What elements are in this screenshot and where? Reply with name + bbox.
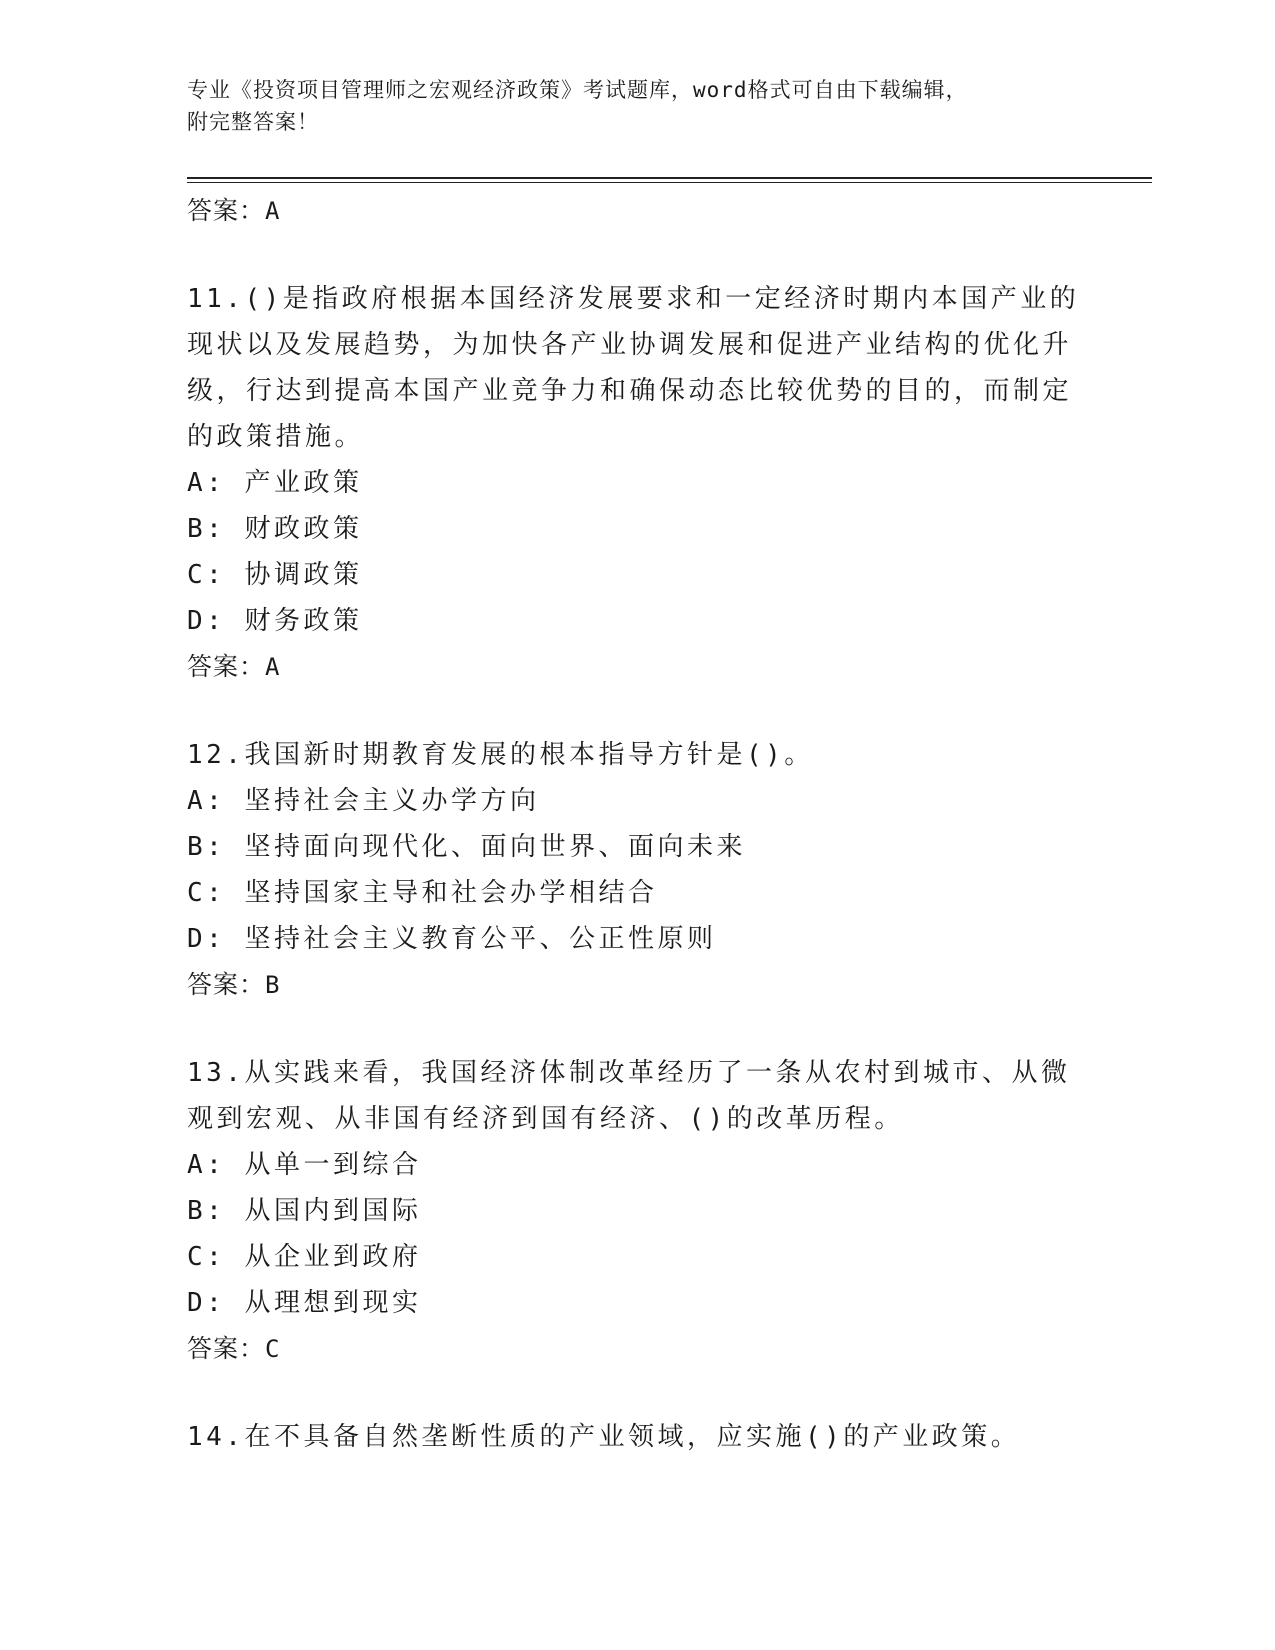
option-a: A: 产业政策 bbox=[187, 468, 363, 498]
document-header bbox=[187, 74, 1067, 138]
question-stem: 12.我国新时期教育发展的根本指导方针是()。 bbox=[187, 740, 814, 770]
option-b: B: 坚持面向现代化、面向世界、面向未来 bbox=[187, 832, 746, 862]
option-d: D: 财务政策 bbox=[187, 606, 363, 636]
answer-value: C bbox=[265, 1335, 281, 1363]
question-stem: 13.从实践来看，我国经济体制改革经历了一条从农村到城市、从微观到宏观、从非国有经济到国有经济、()的改革历程。 bbox=[187, 1058, 1071, 1134]
question-list bbox=[187, 188, 1087, 1460]
option-a: A: 从单一到综合 bbox=[187, 1150, 422, 1180]
answer-line bbox=[187, 962, 1087, 1008]
option-c: C: 坚持国家主导和社会办学相结合 bbox=[187, 878, 658, 908]
answer-value: A bbox=[265, 653, 281, 681]
question-stem: 14.在不具备自然垄断性质的产业领域，应实施()的产业政策。 bbox=[187, 1422, 1021, 1452]
answer-label: 答案： bbox=[187, 652, 266, 681]
answer-line bbox=[187, 188, 1087, 234]
option-d: D: 从理想到现实 bbox=[187, 1288, 422, 1318]
header-line-2: 附完整答案！ bbox=[187, 110, 319, 134]
option-c: C: 从企业到政府 bbox=[187, 1242, 422, 1272]
option-c: C: 协调政策 bbox=[187, 560, 363, 590]
question-13 bbox=[187, 1050, 1087, 1372]
header-divider-thin bbox=[187, 182, 1152, 183]
answer-line bbox=[187, 644, 1087, 690]
answer-label: 答案： bbox=[187, 196, 266, 225]
question-11 bbox=[187, 276, 1087, 690]
answer-value: B bbox=[265, 971, 281, 999]
answer-line bbox=[187, 1326, 1087, 1372]
option-a: A: 坚持社会主义办学方向 bbox=[187, 786, 540, 816]
answer-label: 答案： bbox=[187, 970, 266, 999]
option-d: D: 坚持社会主义教育公平、公正性原则 bbox=[187, 924, 717, 954]
question-12 bbox=[187, 732, 1087, 1008]
option-b: B: 从国内到国际 bbox=[187, 1196, 422, 1226]
answer-label: 答案： bbox=[187, 1334, 266, 1363]
question-stem: 11.()是指政府根据本国经济发展要求和一定经济时期内本国产业的现状以及发展趋势，为加快各产业协调发展和促进产业结构的优化升级，行达到提高本国产业竞争力和确保动态比较优势的目的，而制定的政策措施。 bbox=[187, 284, 1080, 452]
option-b: B: 财政政策 bbox=[187, 514, 363, 544]
question-14 bbox=[187, 1414, 1087, 1460]
answer-value: A bbox=[265, 197, 281, 225]
header-divider-thick bbox=[187, 177, 1152, 179]
header-line-1: 专业《投资项目管理师之宏观经济政策》考试题库，word格式可自由下载编辑， bbox=[187, 78, 968, 102]
